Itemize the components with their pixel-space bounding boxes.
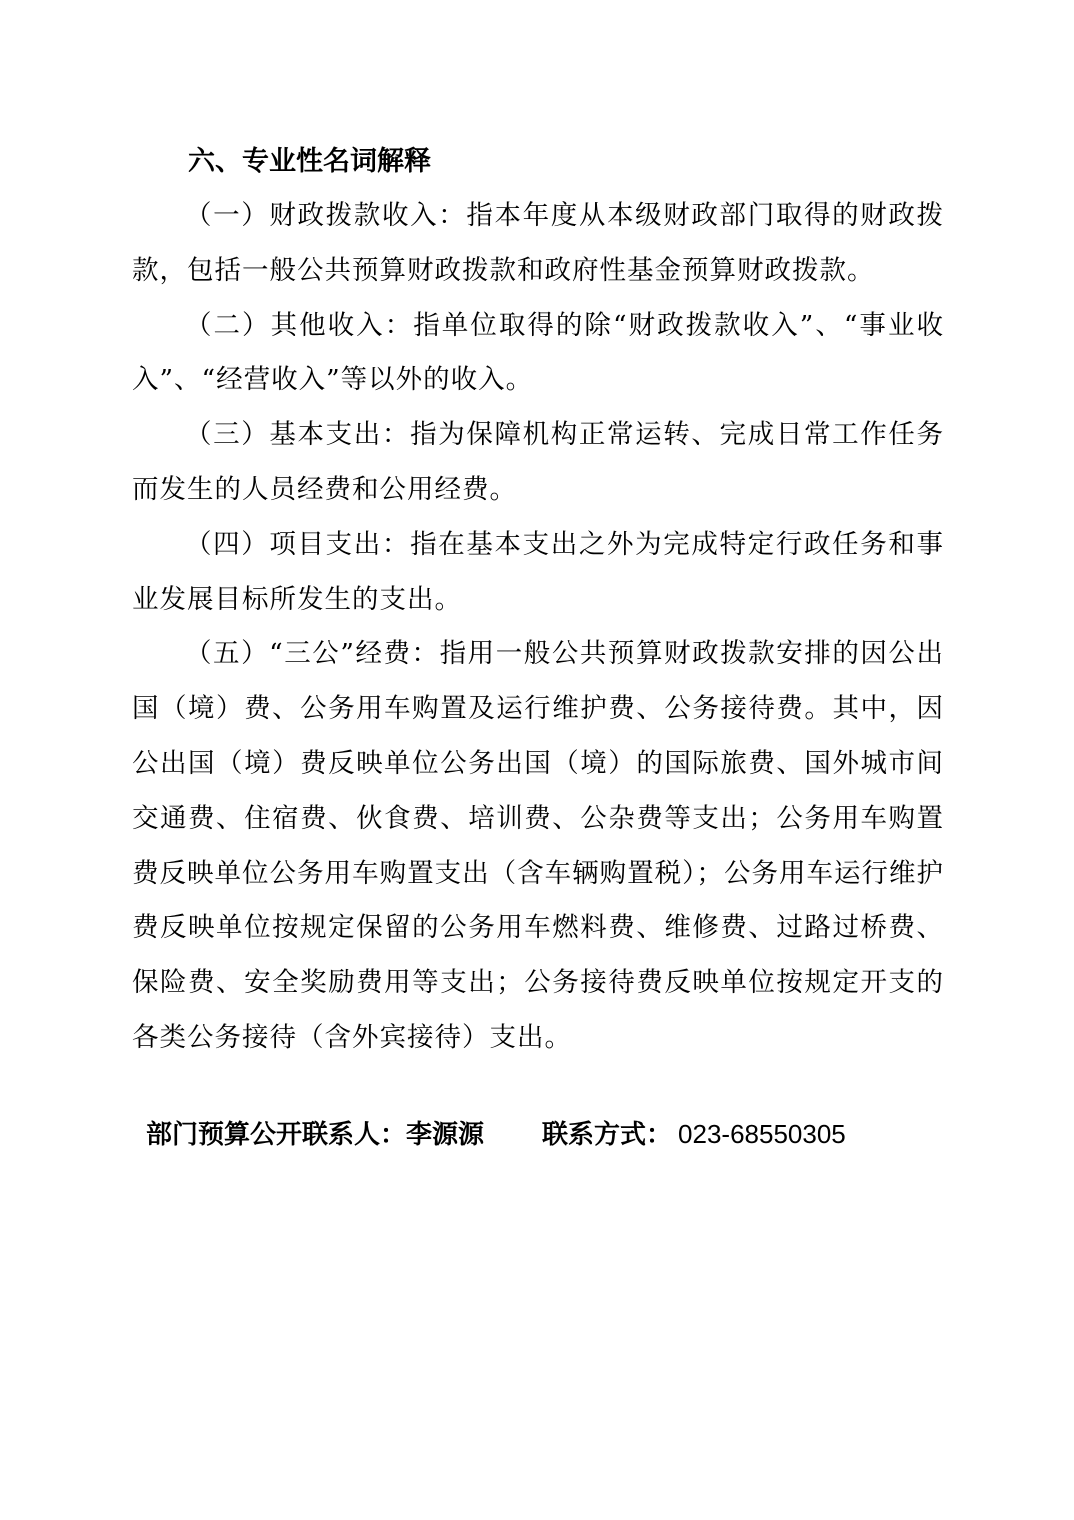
section-title: 六、专业性名词解释 — [188, 146, 431, 177]
document-body — [132, 135, 944, 1066]
paragraph-three-public-expenses: （五）“三公”经费：指用一般公共预算财政拨款安排的因公出国（境）费、公务用车购置及运行维护费、公务接待费。其中，因公出国（境）费反映单位公务出国（境）的国际旅费、国外城市间交通费、住宿费、伙食费、培训费、公杂费等支出；公务用车购置费反映单位公务用车购置支出（含车辆购置税）；公务用车运行维护费反映单位按规定保留的公务用车燃料费、维修费、过路过桥费、保险费、安全奖励费用等支出；公务接待费反映单位按规定开支的各类公务接待（含外宾接待）支出。 — [132, 638, 944, 1053]
paragraph-basic-expenditure: （三）基本支出：指为保障机构正常运转、完成日常工作任务而发生的人员经费和公用经费。 — [132, 419, 944, 505]
contact-phone-label: 联系方式： — [542, 1120, 673, 1150]
paragraph-project-expenditure: （四）项目支出：指在基本支出之外为完成特定行政任务和事业发展目标所发生的支出。 — [132, 528, 944, 615]
contact-phone-number: 023-68550305 — [678, 1119, 846, 1149]
contact-line — [146, 1110, 946, 1158]
contact-person: 部门预算公开联系人：李源源 — [146, 1120, 485, 1150]
paragraph-other-income: （二）其他收入：指单位取得的除“财政拨款收入”、“事业收入”、“经营收入”等以外的收入。 — [132, 309, 944, 396]
paragraph-fiscal-appropriation-income: （一）财政拨款收入：指本年度从本级财政部门取得的财政拨款，包括一般公共预算财政拨款和政府性基金预算财政拨款。 — [132, 200, 944, 286]
